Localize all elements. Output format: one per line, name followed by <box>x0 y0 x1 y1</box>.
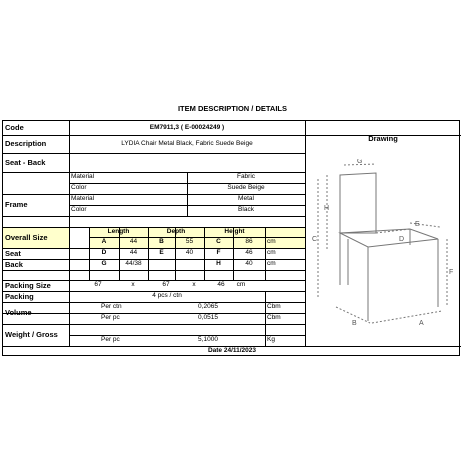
volume-per-ctn-unit: Cbm <box>267 303 281 311</box>
code-value: EM7911,3 ( E-00024249 ) <box>149 123 225 131</box>
seat-height: 46 <box>245 249 253 257</box>
description-label: Description <box>5 139 47 149</box>
volume-per-ctn-label: Per ctn <box>101 303 122 311</box>
back-height: 40 <box>245 260 253 268</box>
weight-label: Weight / Gross <box>5 330 58 340</box>
frame-color: Black <box>238 206 254 214</box>
seat-back-color: Suede Beige <box>227 184 265 192</box>
seat-back-color-label: Color <box>71 184 87 192</box>
seat-height-key: F <box>216 249 221 257</box>
seat-depth-key: E <box>159 249 164 257</box>
back-label: Back <box>5 259 23 269</box>
volume-per-pc-unit: Cbm <box>267 314 281 322</box>
drawing-letter-g: G <box>357 159 363 165</box>
frame-color-label: Color <box>71 206 87 214</box>
seat-length: 44 <box>129 249 138 257</box>
frame-material: Metal <box>238 195 254 203</box>
overall-size-label: Overall Size <box>5 232 48 242</box>
seat-back-label: Seat - Back <box>5 157 46 167</box>
back-length-key: G <box>101 260 107 268</box>
seat-depth: 40 <box>185 249 194 257</box>
packing-depth: 67 <box>162 281 170 289</box>
drawing-letter-a: A <box>419 320 424 327</box>
frame-material-label: Material <box>71 195 95 203</box>
drawing-letter-c: C <box>312 236 318 243</box>
seat-label: Seat <box>5 248 21 258</box>
frame-label: Frame <box>5 200 28 210</box>
description-value: LYDIA Chair Metal Black, Fabric Suede Beige <box>121 139 253 147</box>
drawing-letter-b: B <box>352 320 357 327</box>
drawing-letter-f: F <box>449 269 454 276</box>
packing-x2: x <box>192 281 196 289</box>
date-label: Date 24/11/2023 <box>207 347 257 355</box>
packing-height: 46 <box>217 281 225 289</box>
length-header: Length <box>107 227 130 235</box>
drawing-letter-e: E <box>415 221 420 228</box>
volume-per-pc-label: Per pc <box>101 314 120 322</box>
overall-depth-key: B <box>159 238 164 246</box>
item-details-sheet <box>2 120 460 356</box>
back-unit: cm <box>267 260 276 268</box>
volume-label: Volume <box>5 308 32 318</box>
weight-value: 5,1000 <box>198 336 218 344</box>
packing-size-label: Packing Size <box>5 280 51 290</box>
drawing-letter-d: D <box>399 236 405 243</box>
overall-height-key: C <box>216 238 221 246</box>
page-title: ITEM DESCRIPTION / DETAILS <box>177 104 288 113</box>
weight-unit: Kg <box>267 336 275 344</box>
packing-unit: cm <box>236 281 246 289</box>
packing-length: 67 <box>94 281 102 289</box>
overall-length: 44 <box>129 238 138 246</box>
packing-value: 4 pcs / ctn <box>152 292 182 300</box>
overall-unit: cm <box>267 238 276 246</box>
seat-unit: cm <box>267 249 276 257</box>
packing-label: Packing <box>5 291 34 301</box>
seat-back-material-label: Material <box>71 173 95 181</box>
back-height-key: H <box>216 260 221 268</box>
seat-back-material: Fabric <box>236 173 256 181</box>
chair-drawing <box>306 159 458 329</box>
drawing-label: Drawing <box>368 134 398 144</box>
code-label: Code <box>5 123 24 133</box>
seat-length-key: D <box>101 249 107 257</box>
drawing-letter-h: H <box>324 205 330 212</box>
height-header: Height <box>224 227 245 235</box>
depth-header: Depth <box>166 227 186 235</box>
packing-x1: x <box>131 281 135 289</box>
overall-length-key: A <box>101 238 107 246</box>
overall-height: 86 <box>245 238 253 246</box>
volume-per-ctn: 0,2065 <box>198 303 218 311</box>
overall-depth: 55 <box>185 238 194 246</box>
volume-per-pc: 0,0515 <box>198 314 218 322</box>
weight-per-pc-label: Per pc <box>101 336 120 344</box>
back-length: 44/38 <box>125 260 142 268</box>
